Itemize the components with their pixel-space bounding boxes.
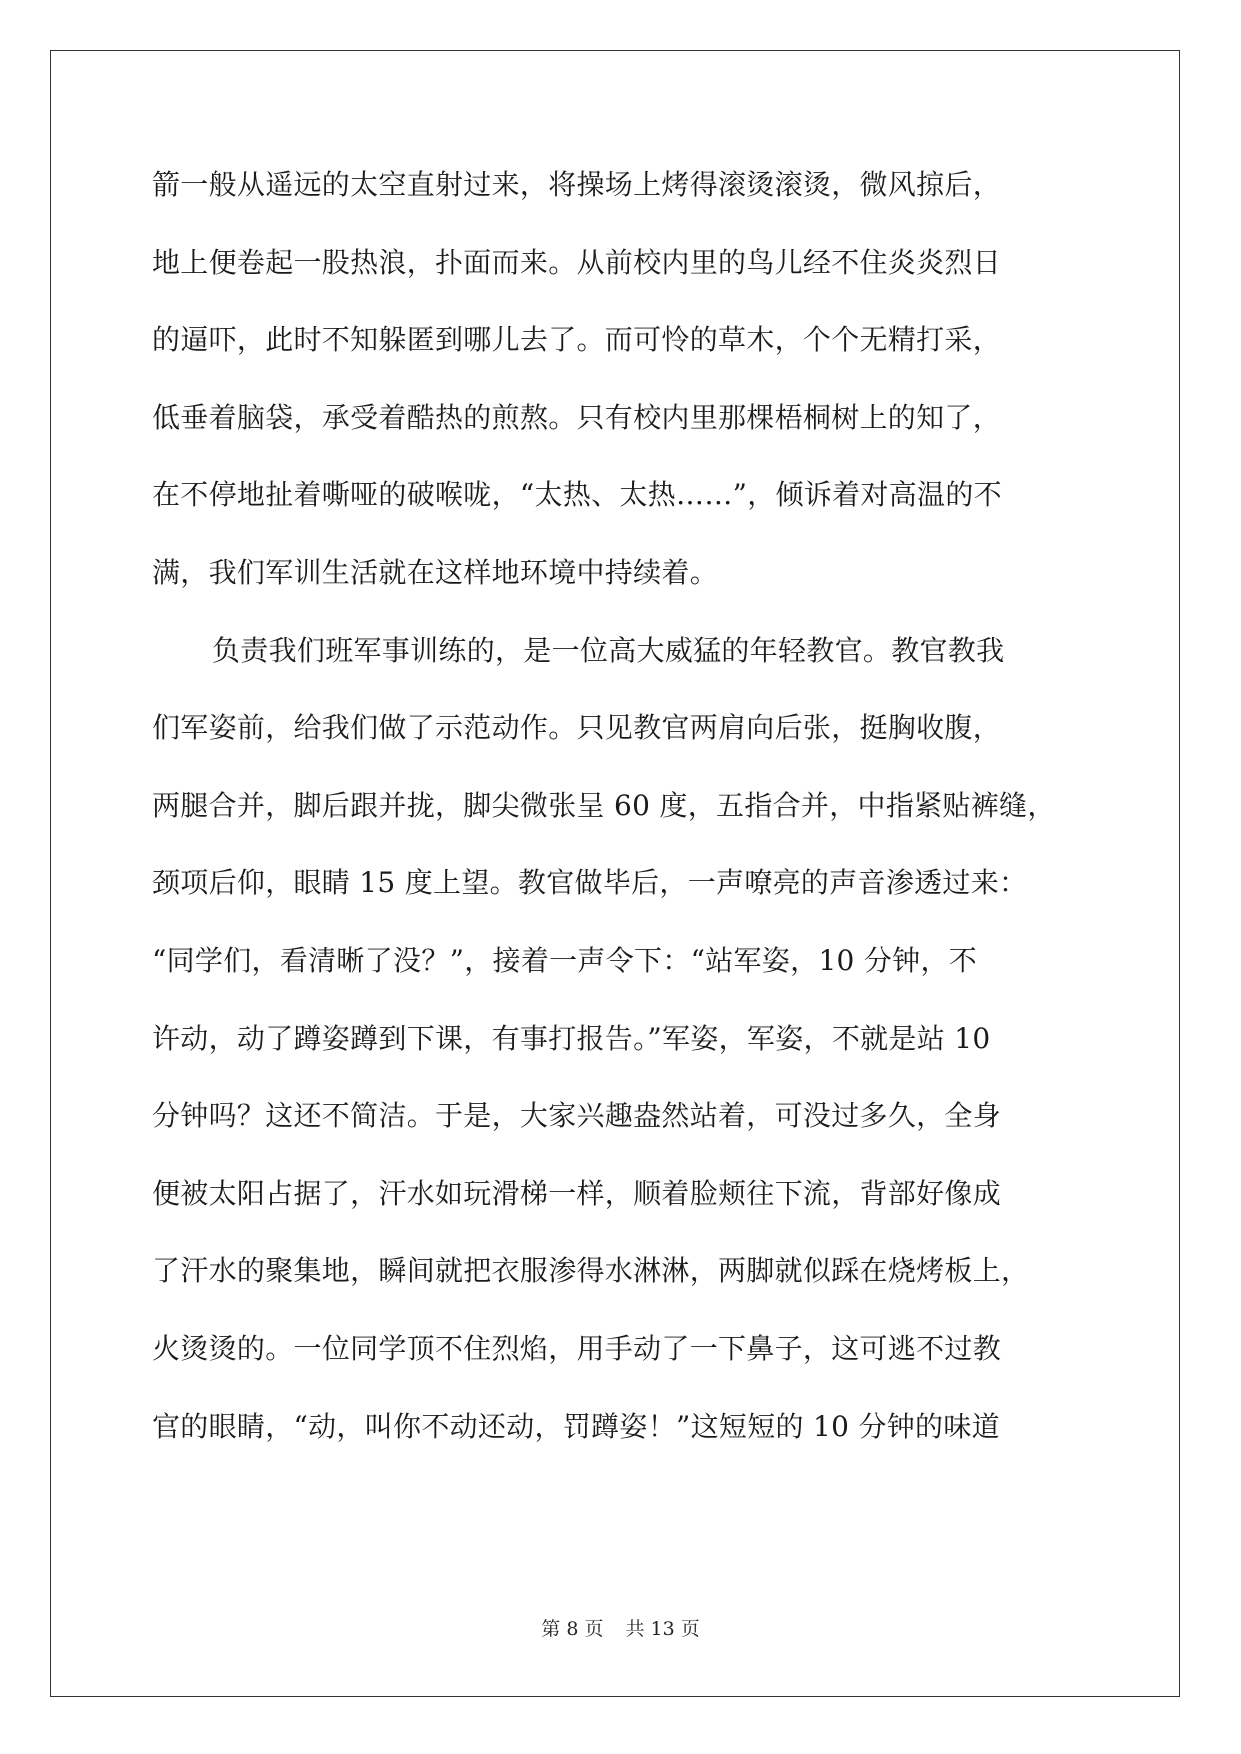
text-line-4: 低垂着脑袋，承受着酷热的煎熬。只有校内里那棵梧桐树上的知了， (152, 400, 1002, 434)
text-line-2: 地上便卷起一股热浪，扑面而来。从前校内里的鸟儿经不住炎炎烈日 (152, 245, 1002, 279)
page-footer (0, 1617, 1241, 1641)
page-total: 共 13 页 (625, 1618, 700, 1640)
text-line-6: 满，我们军训生活就在这样地环境中持续着。 (152, 555, 719, 589)
text-line-12: 许动，动了蹲姿蹲到下课，有事打报告。”军姿，军姿，不就是站 10 (152, 1021, 991, 1055)
text-line-1: 箭一般从遥远的太空直射过来，将操场上烤得滚烫滚烫，微风掠后， (152, 168, 1002, 201)
text-line-16: 火烫烫的。一位同学顶不住烈焰，用手动了一下鼻子，这可逃不过教 (152, 1331, 1002, 1365)
text-line-7: 负责我们班军事训练的，是一位高大威猛的年轻教官。教官教我 (212, 633, 1005, 667)
text-line-5: 在不停地扯着嘶哑的破喉咙，“太热、太热……”，倾诉着对高温的不 (152, 478, 1002, 512)
text-line-15: 了汗水的聚集地，瞬间就把衣服渗得水淋淋，两脚就似踩在烧烤板上， (152, 1254, 1030, 1288)
text-line-13: 分钟吗？这还不简洁。于是，大家兴趣盎然站着，可没过多久，全身 (152, 1099, 1002, 1133)
text-line-3: 的逼吓，此时不知躲匿到哪儿去了。而可怜的草木，个个无精打采， (152, 323, 1002, 357)
text-line-10: 颈项后仰，眼睛 15 度上望。教官做毕后，一声嘹亮的声音渗透过来： (152, 866, 1028, 900)
page-number: 第 8 页 (541, 1618, 604, 1640)
body-text (152, 165, 1092, 1484)
text-line-8: 们军姿前，给我们做了示范动作。只见教官两肩向后张，挺胸收腹， (152, 711, 1002, 745)
text-line-14: 便被太阳占据了，汗水如玩滑梯一样，顺着脸颊往下流，背部好像成 (152, 1176, 1002, 1210)
text-line-9: 两腿合并，脚后跟并拢，脚尖微张呈 60 度，五指合并，中指紧贴裤缝， (152, 788, 1056, 822)
text-line-17: 官的眼睛，“动，叫你不动还动，罚蹲姿！”这短短的 10 分钟的味道 (152, 1409, 1000, 1443)
text-line-11: “同学们，看清晰了没？”，接着一声令下：“站军姿，10 分钟，不 (152, 943, 978, 977)
